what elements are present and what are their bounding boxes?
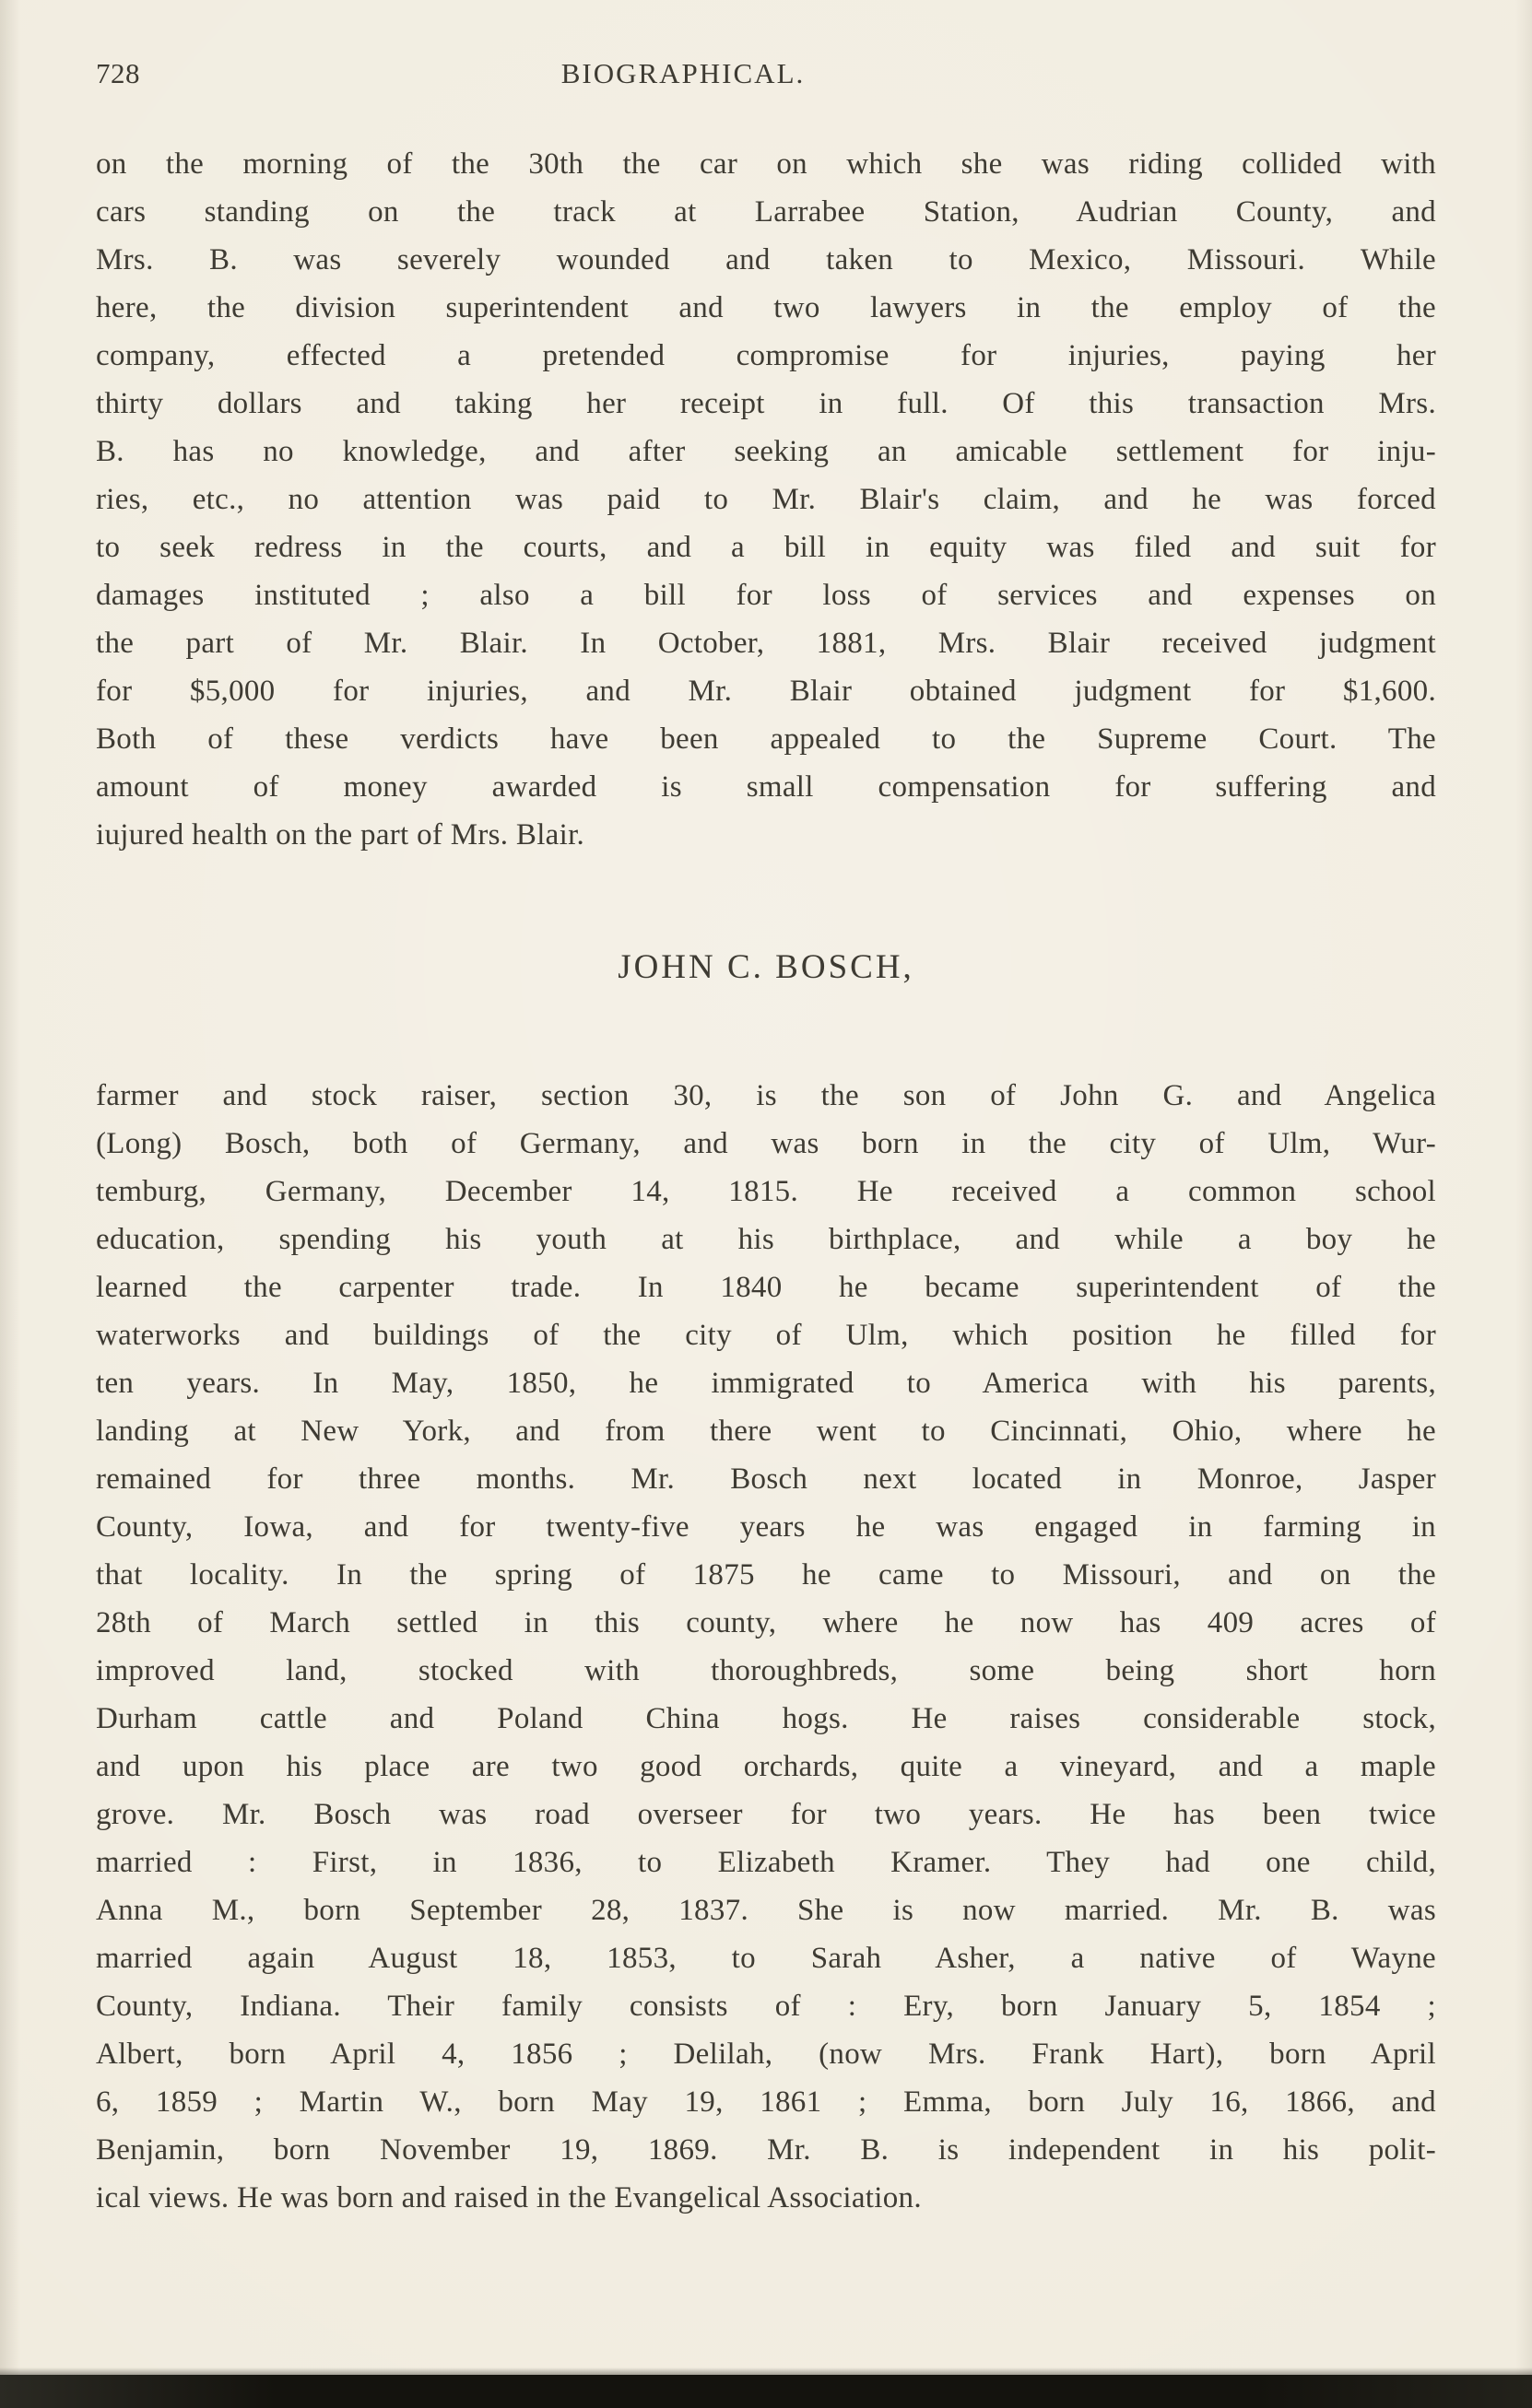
text-line: improved land, stocked with thoroughbreds, some being short horn bbox=[96, 1654, 1436, 1687]
text-block bbox=[96, 140, 1436, 2222]
text-line: County, Indiana. Their family consists of : Ery, born January 5, 1854 ; bbox=[96, 1990, 1436, 2023]
text-line: the part of Mr. Blair. In October, 1881, Mrs. Blair received judgment bbox=[96, 627, 1436, 660]
text-line: that locality. In the spring of 1875 he came to Missouri, and on the bbox=[96, 1558, 1436, 1592]
text-line: remained for three months. Mr. Bosch next located in Monroe, Jasper bbox=[96, 1462, 1436, 1496]
text-line: cars standing on the track at Larrabee Station, Audrian County, and bbox=[96, 195, 1436, 229]
text-line: landing at New York, and from there went to Cincinnati, Ohio, where he bbox=[96, 1415, 1436, 1448]
text-line: B. has no knowledge, and after seeking an amicable settlement for inju- bbox=[96, 435, 1436, 468]
text-line: married again August 18, 1853, to Sarah Asher, a native of Wayne bbox=[96, 1942, 1436, 1975]
text-line: here, the division superintendent and two lawyers in the employ of the bbox=[96, 291, 1436, 324]
text-line: learned the carpenter trade. In 1840 he became superintendent of the bbox=[96, 1271, 1436, 1304]
text-line: Anna M., born September 28, 1837. She is now married. Mr. B. was bbox=[96, 1894, 1436, 1927]
text-line: ten years. In May, 1850, he immigrated to America with his parents, bbox=[96, 1367, 1436, 1400]
page-number: 728 bbox=[96, 57, 140, 89]
paragraph-bosch-biography bbox=[96, 1072, 1436, 2222]
text-line: married : First, in 1836, to Elizabeth Kramer. They had one child, bbox=[96, 1846, 1436, 1879]
text-line: Albert, born April 4, 1856 ; Delilah, (now Mrs. Frank Hart), born April bbox=[96, 2038, 1436, 2071]
text-line: grove. Mr. Bosch was road overseer for two years. He has been twice bbox=[96, 1798, 1436, 1831]
text-line: Benjamin, born November 19, 1869. Mr. B. is independent in his polit- bbox=[96, 2133, 1436, 2167]
text-line: farmer and stock raiser, section 30, is the son of John G. and Angelica bbox=[96, 1079, 1436, 1112]
paragraph-blair-lawsuit bbox=[96, 140, 1436, 859]
text-line: company, effected a pretended compromise for injuries, paying her bbox=[96, 339, 1436, 372]
text-line: temburg, Germany, December 14, 1815. He received a common school bbox=[96, 1175, 1436, 1208]
text-line: to seek redress in the courts, and a bill in equity was filed and suit for bbox=[96, 531, 1436, 564]
text-line: 28th of March settled in this county, where he now has 409 acres of bbox=[96, 1606, 1436, 1639]
text-line: thirty dollars and taking her receipt in full. Of this transaction Mrs. bbox=[96, 387, 1436, 420]
text-line: Durham cattle and Poland China hogs. He raises considerable stock, bbox=[96, 1702, 1436, 1735]
text-line: on the morning of the 30th the car on which she was riding collided with bbox=[96, 147, 1436, 181]
text-line: County, Iowa, and for twenty-five years he was engaged in farming in bbox=[96, 1510, 1436, 1544]
text-line: ical views. He was born and raised in the Evangelical Association. bbox=[96, 2181, 922, 2214]
text-line: for $5,000 for injuries, and Mr. Blair obtained judgment for $1,600. bbox=[96, 675, 1436, 708]
text-line: waterworks and buildings of the city of Ulm, which position he filled for bbox=[96, 1319, 1436, 1352]
text-line: (Long) Bosch, both of Germany, and was born in the city of Ulm, Wur- bbox=[96, 1127, 1436, 1160]
text-line: ries, etc., no attention was paid to Mr. Blair's claim, and he was forced bbox=[96, 483, 1436, 516]
text-line: education, spending his youth at his birthplace, and while a boy he bbox=[96, 1223, 1436, 1256]
text-line: Both of these verdicts have been appealed to the Supreme Court. The bbox=[96, 722, 1436, 756]
article-heading: JOHN C. BOSCH, bbox=[618, 948, 914, 986]
running-head bbox=[96, 57, 1436, 98]
text-line: damages instituted ; also a bill for loss of services and expenses on bbox=[96, 579, 1436, 612]
text-line: 6, 1859 ; Martin W., born May 19, 1861 ; Emma, born July 16, 1866, and bbox=[96, 2085, 1436, 2119]
text-line: and upon his place are two good orchards, quite a vineyard, and a maple bbox=[96, 1750, 1436, 1783]
text-line: Mrs. B. was severely wounded and taken to Mexico, Missouri. While bbox=[96, 243, 1436, 276]
text-line: amount of money awarded is small compensation for suffering and bbox=[96, 770, 1436, 804]
running-header-title: BIOGRAPHICAL. bbox=[560, 57, 806, 89]
scan-edge-bottom bbox=[0, 2375, 1532, 2408]
text-line: iujured health on the part of Mrs. Blair. bbox=[96, 818, 585, 852]
